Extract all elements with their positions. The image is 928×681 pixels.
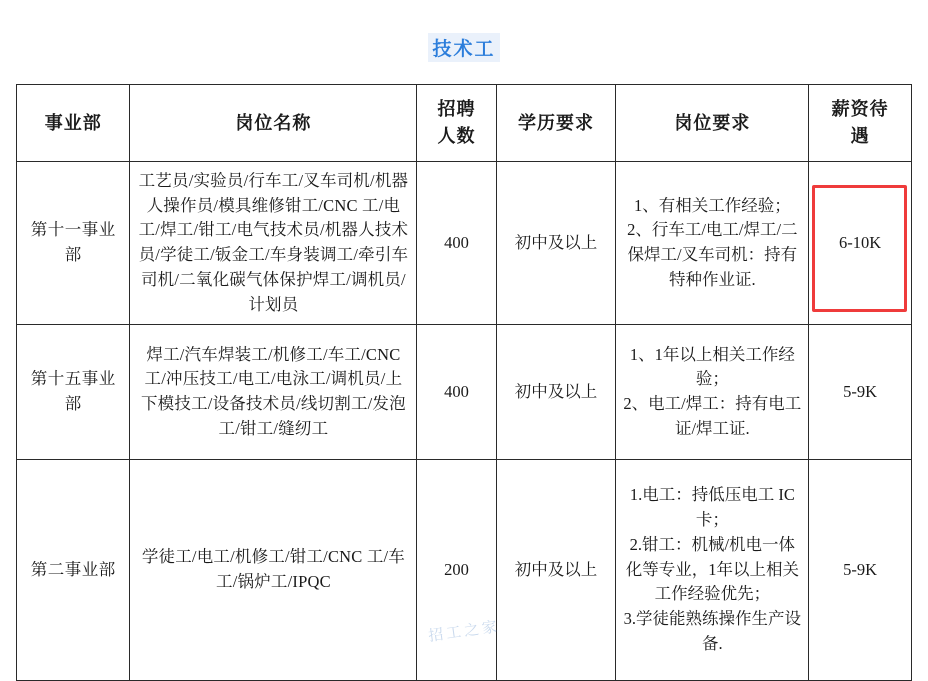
watermark: 招工之家	[427, 619, 501, 645]
cell-education: 初中及以上	[496, 460, 616, 681]
cell-requirements: 1.电工：持低压电工 IC 卡； 2.钳工：机械/机电一体化等专业，1年以上相关工作经验优先； 3.学徒能熟练操作生产设备.	[616, 460, 809, 681]
cell-dept: 第十五事业部	[17, 325, 130, 460]
header-dept: 事业部	[17, 85, 130, 162]
header-requirements: 岗位要求	[616, 85, 809, 162]
job-table	[16, 84, 912, 681]
cell-salary: 6-10K	[809, 162, 912, 325]
cell-count: 400	[417, 162, 496, 325]
cell-positions: 学徒工/电工/机修工/钳工/CNC 工/车工/锅炉工/IPQC	[130, 460, 417, 681]
table-row	[17, 460, 912, 681]
cell-count: 200	[417, 460, 496, 681]
job-table-container	[16, 84, 912, 681]
header-position: 岗位名称	[130, 85, 417, 162]
cell-salary: 5-9K	[809, 460, 912, 681]
header-count	[417, 85, 496, 162]
header-count-line2: 人数	[437, 126, 476, 146]
cell-requirements: 1、有相关工作经验； 2、行车工/电工/焊工/二保焊工/叉车司机：持有特种作业证.	[616, 162, 809, 325]
header-salary	[809, 85, 912, 162]
cell-positions: 工艺员/实验员/行车工/叉车司机/机器人操作员/模具维修钳工/CNC 工/电工/焊工/钳工/电气技术员/机器人技术员/学徒工/钣金工/车身装调工/牵引车司机/二氧化碳气体保护焊工/调机员/计划员	[130, 162, 417, 325]
table-header-row	[17, 85, 912, 162]
cell-requirements: 1、1年以上相关工作经验； 2、电工/焊工：持有电工证/焊工证.	[616, 325, 809, 460]
page-title	[0, 0, 928, 62]
cell-count: 400	[417, 325, 496, 460]
page-title-text: 技术工	[428, 33, 499, 62]
header-salary-line2: 遇	[850, 126, 870, 146]
cell-dept: 第十一事业部	[17, 162, 130, 325]
cell-positions: 焊工/汽车焊装工/机修工/车工/CNC 工/冲压技工/电工/电泳工/调机员/上下模技工/设备技术员/线切割工/发泡工/钳工/缝纫工	[130, 325, 417, 460]
header-salary-line1: 薪资待	[831, 99, 889, 119]
table-row	[17, 162, 912, 325]
cell-education: 初中及以上	[496, 325, 616, 460]
header-education: 学历要求	[496, 85, 616, 162]
cell-dept: 第二事业部	[17, 460, 130, 681]
cell-education: 初中及以上	[496, 162, 616, 325]
table-row	[17, 325, 912, 460]
cell-salary: 5-9K	[809, 325, 912, 460]
header-count-line1: 招聘	[437, 99, 476, 119]
